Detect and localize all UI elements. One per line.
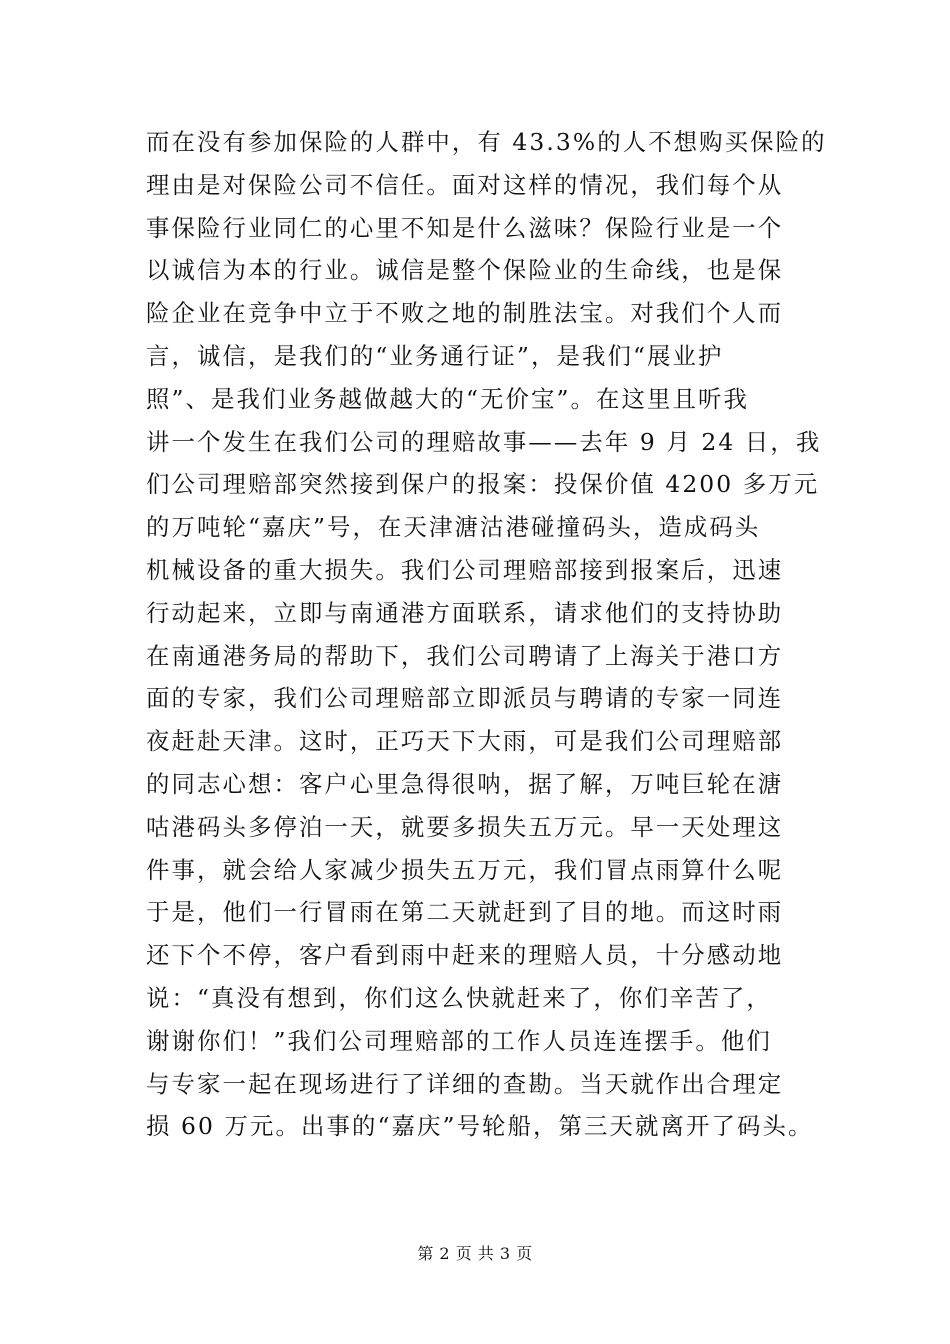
text-line: 还下个不停，客户看到雨中赶来的理赔人员，十分感动地: [146, 941, 784, 970]
text-line: 理由是对保险公司不信任。面对这样的情况，我们每个从: [146, 170, 784, 199]
text-line: 于是，他们一行冒雨在第二天就赶到了目的地。而这时雨: [146, 898, 784, 927]
text-line: 事保险行业同仁的心里不知是什么滋味？保险行业是一个: [146, 213, 784, 242]
text-line: 面的专家，我们公司理赔部立即派员与聘请的专家一同连: [146, 684, 784, 713]
text-line: 说：“真没有想到，你们这么快就赶来了，你们辛苦了，: [146, 983, 772, 1012]
text-line: 讲一个发生在我们公司的理赔故事——去年 9 月 24 日，我: [146, 427, 822, 456]
text-line: 损 60 万元。出事的“嘉庆”号轮船，第三天就离开了码头。: [146, 1112, 814, 1141]
text-line: 行动起来，立即与南通港方面联系，请求他们的支持协助: [146, 598, 784, 627]
text-line: 而在没有参加保险的人群中，有 43.3%的人不想购买保险的: [146, 128, 827, 156]
text-line: 谢谢你们！”我们公司理赔部的工作人员连连摆手。他们: [146, 1026, 772, 1055]
text-line: 的万吨轮“嘉庆”号，在天津溏沽港碰撞码头，造成码头: [146, 513, 761, 542]
text-line: 咕港码头多停泊一天，就要多损失五万元。早一天处理这: [146, 812, 784, 841]
text-line: 的同志心想：客户心里急得很呐，据了解，万吨巨轮在溏: [146, 769, 784, 798]
text-line: 言，诚信，是我们的“业务通行证”，是我们“展业护: [146, 341, 724, 370]
text-line: 件事，就会给人家减少损失五万元，我们冒点雨算什么呢: [146, 855, 784, 884]
text-line: 机械设备的重大损失。我们公司理赔部接到报案后，迅速: [146, 555, 784, 584]
text-line: 在南通港务局的帮助下，我们公司聘请了上海关于港口方: [146, 641, 784, 670]
text-line: 以诚信为本的行业。诚信是整个保险业的生命线，也是保: [146, 256, 784, 285]
text-line: 夜赶赴天津。这时，正巧天下大雨，可是我们公司理赔部: [146, 727, 784, 756]
body-paragraph: [146, 121, 826, 1148]
text-line: 们公司理赔部突然接到保户的报案：投保价值 4200 多万元: [146, 470, 820, 499]
page-number: 第 2 页 共 3 页: [417, 1244, 533, 1263]
text-line: 照”、是我们业务越做越大的“无价宝”。在这里且听我: [146, 384, 749, 413]
page-footer: [0, 1244, 950, 1264]
text-line: 与专家一起在现场进行了详细的查勘。当天就作出合理定: [146, 1069, 784, 1098]
text-line: 险企业在竞争中立于不败之地的制胜法宝。对我们个人而: [146, 299, 784, 328]
